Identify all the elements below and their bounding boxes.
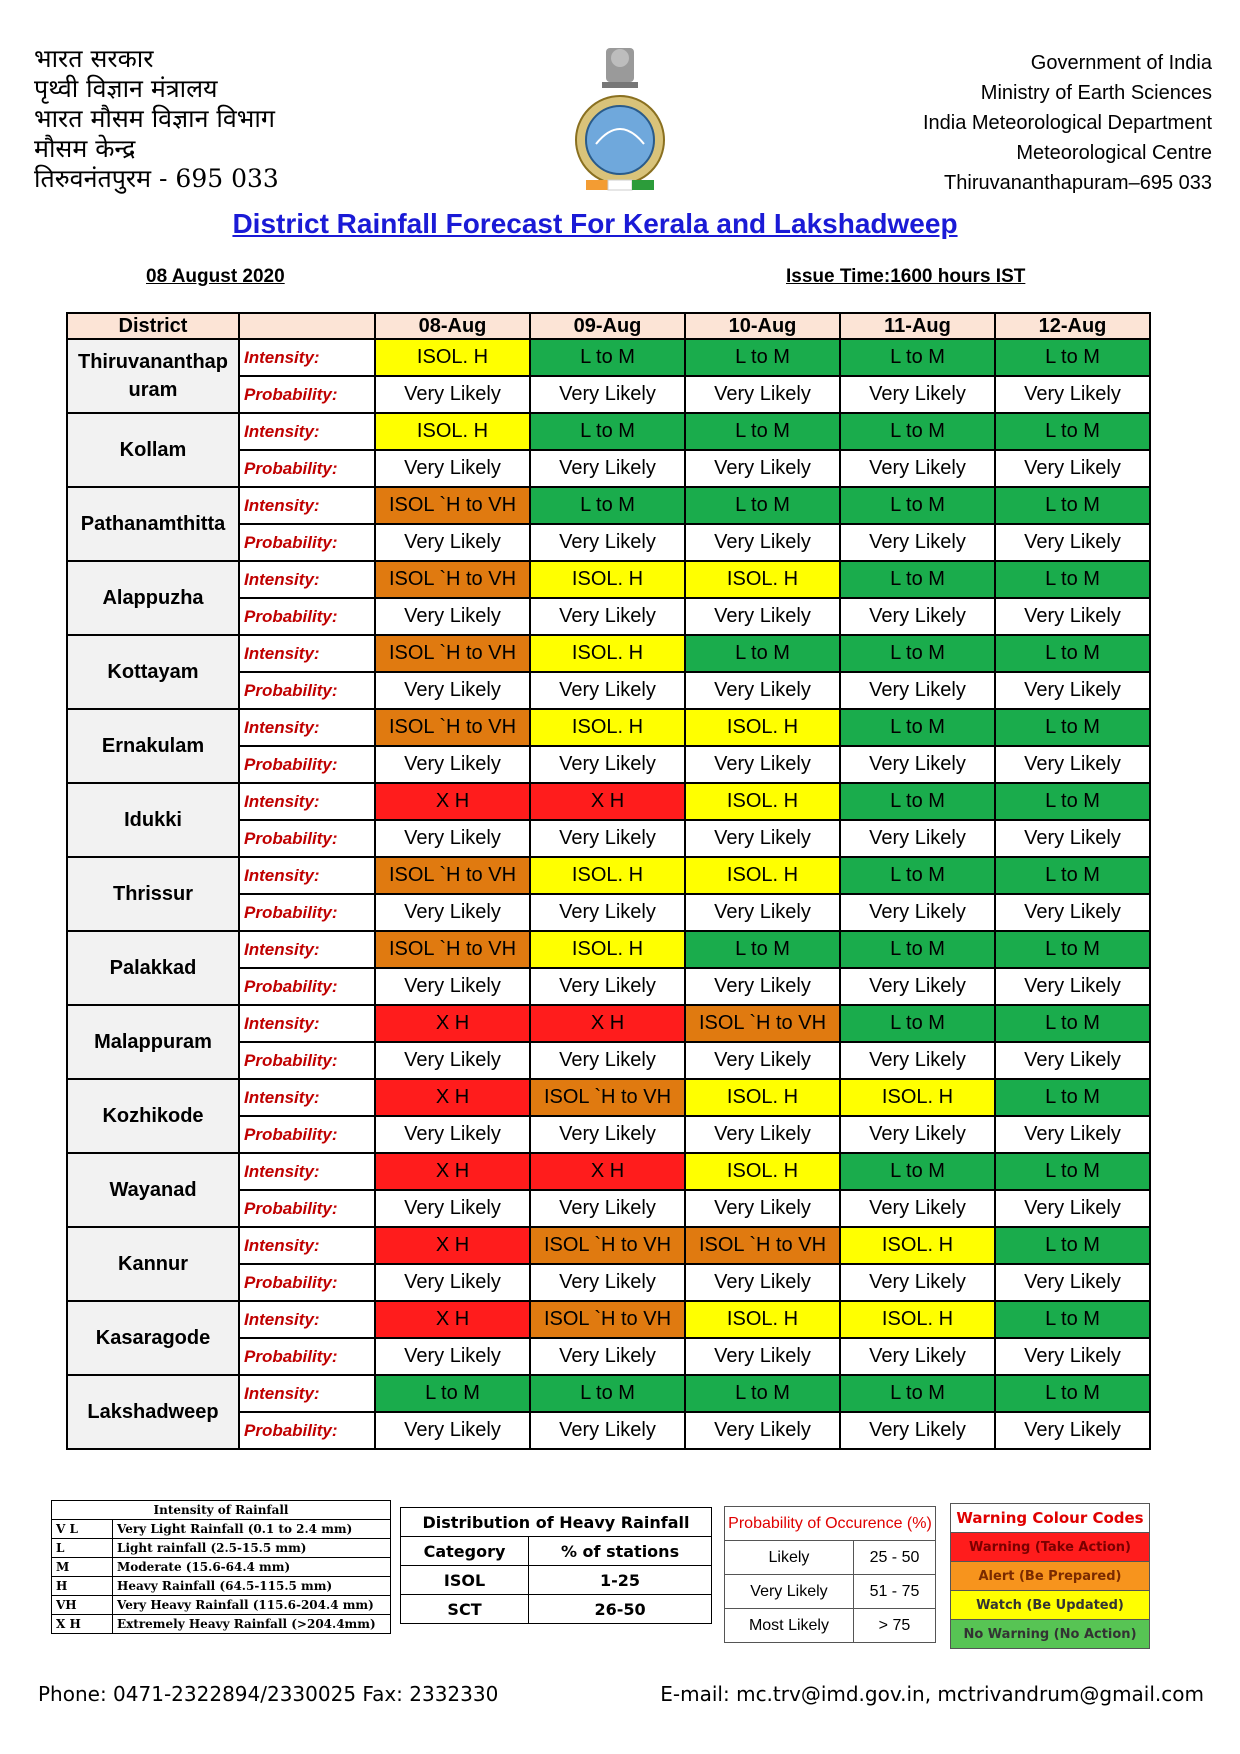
probability-cell: Very Likely xyxy=(685,450,840,487)
probability-cell: Very Likely xyxy=(375,1412,530,1449)
intensity-cell: L to M xyxy=(685,487,840,524)
intensity-cell: L to M xyxy=(840,487,995,524)
warning-code: Watch (Be Updated) xyxy=(951,1591,1150,1620)
warning-legend xyxy=(950,1503,1150,1649)
probability-cell: Very Likely xyxy=(995,820,1150,857)
legend-code: VH xyxy=(52,1596,113,1615)
intensity-cell: ISOL. H xyxy=(375,339,530,376)
intensity-cell: ISOL. H xyxy=(530,635,685,672)
forecast-date: 08 August 2020 xyxy=(146,266,285,287)
probability-cell: Very Likely xyxy=(840,450,995,487)
hindi-line: मौसम केन्द्र xyxy=(34,134,136,163)
legend-code: V L xyxy=(52,1520,113,1539)
probability-cell: Very Likely xyxy=(375,968,530,1005)
probability-label: Probability: xyxy=(239,1190,375,1227)
probability-label: Likely xyxy=(725,1541,854,1575)
distribution-col-category: Category xyxy=(401,1537,529,1566)
legend-code: H xyxy=(52,1577,113,1596)
probability-cell: Very Likely xyxy=(995,1412,1150,1449)
probability-cell: Very Likely xyxy=(995,524,1150,561)
intensity-label: Intensity: xyxy=(239,1005,375,1042)
probability-cell: Very Likely xyxy=(995,376,1150,413)
distribution-legend xyxy=(400,1507,712,1624)
probability-cell: Very Likely xyxy=(685,1412,840,1449)
probability-cell: Very Likely xyxy=(375,746,530,783)
district-name: Kollam xyxy=(67,413,239,487)
probability-cell: Very Likely xyxy=(530,450,685,487)
district-name: Ernakulam xyxy=(67,709,239,783)
probability-cell: Very Likely xyxy=(530,672,685,709)
intensity-cell: L to M xyxy=(840,413,995,450)
probability-cell: Very Likely xyxy=(685,746,840,783)
intensity-label: Intensity: xyxy=(239,487,375,524)
date-header: 10-Aug xyxy=(685,313,840,339)
intensity-cell: ISOL `H to VH xyxy=(375,709,530,746)
hindi-line: भारत मौसम विज्ञान विभाग xyxy=(34,104,275,133)
probability-cell: Very Likely xyxy=(375,1042,530,1079)
intensity-row xyxy=(67,931,1150,968)
probability-cell: Very Likely xyxy=(840,1042,995,1079)
intensity-cell: X H xyxy=(375,1227,530,1264)
english-line: Government of India xyxy=(1030,52,1212,74)
probability-label: Probability: xyxy=(239,376,375,413)
probability-cell: Very Likely xyxy=(530,820,685,857)
district-name: Idukki xyxy=(67,783,239,857)
probability-cell: Very Likely xyxy=(530,1412,685,1449)
intensity-label: Intensity: xyxy=(239,1153,375,1190)
probability-label: Probability: xyxy=(239,820,375,857)
intensity-cell: X H xyxy=(530,1153,685,1190)
intensity-cell: L to M xyxy=(995,1301,1150,1338)
legend-desc: Moderate (15.6-64.4 mm) xyxy=(113,1558,391,1577)
intensity-cell: L to M xyxy=(995,1079,1150,1116)
intensity-label: Intensity: xyxy=(239,1375,375,1412)
intensity-row xyxy=(67,1301,1150,1338)
probability-cell: Very Likely xyxy=(840,894,995,931)
probability-cell: Very Likely xyxy=(840,672,995,709)
intensity-cell: X H xyxy=(375,1005,530,1042)
intensity-cell: L to M xyxy=(995,1375,1150,1412)
intensity-cell: X H xyxy=(375,783,530,820)
issue-time: Issue Time:1600 hours IST xyxy=(786,266,1026,287)
intensity-cell: L to M xyxy=(840,709,995,746)
intensity-cell: L to M xyxy=(840,1375,995,1412)
probability-label: Probability: xyxy=(239,450,375,487)
district-name: Kozhikode xyxy=(67,1079,239,1153)
warning-code: Warning (Take Action) xyxy=(951,1533,1150,1562)
probability-label: Probability: xyxy=(239,598,375,635)
distribution-title: Distribution of Heavy Rainfall xyxy=(401,1508,712,1537)
probability-cell: Very Likely xyxy=(840,1190,995,1227)
intensity-cell: ISOL. H xyxy=(685,857,840,894)
probability-cell: Very Likely xyxy=(530,894,685,931)
date-header: 09-Aug xyxy=(530,313,685,339)
intensity-label: Intensity: xyxy=(239,1079,375,1116)
intensity-cell: ISOL. H xyxy=(530,561,685,598)
probability-cell: Very Likely xyxy=(530,1042,685,1079)
warning-code: No Warning (No Action) xyxy=(951,1620,1150,1649)
intensity-cell: L to M xyxy=(840,339,995,376)
probability-cell: Very Likely xyxy=(995,894,1150,931)
intensity-label: Intensity: xyxy=(239,339,375,376)
probability-range: 51 - 75 xyxy=(853,1575,935,1609)
intensity-cell: ISOL. H xyxy=(685,709,840,746)
intensity-cell: L to M xyxy=(995,413,1150,450)
probability-label: Probability: xyxy=(239,894,375,931)
legend-desc: Very Heavy Rainfall (115.6-204.4 mm) xyxy=(113,1596,391,1615)
probability-cell: Very Likely xyxy=(685,1338,840,1375)
intensity-label: Intensity: xyxy=(239,1227,375,1264)
intensity-label: Intensity: xyxy=(239,413,375,450)
probability-cell: Very Likely xyxy=(840,1412,995,1449)
district-name: Alappuzha xyxy=(67,561,239,635)
intensity-row xyxy=(67,487,1150,524)
intensity-cell: ISOL. H xyxy=(685,1153,840,1190)
probability-cell: Very Likely xyxy=(995,1338,1150,1375)
intensity-cell: L to M xyxy=(530,1375,685,1412)
intensity-cell: ISOL `H to VH xyxy=(375,857,530,894)
intensity-cell: L to M xyxy=(530,339,685,376)
intensity-cell: ISOL. H xyxy=(840,1079,995,1116)
intensity-row xyxy=(67,1005,1150,1042)
intensity-row xyxy=(67,783,1150,820)
intensity-row xyxy=(67,561,1150,598)
intensity-cell: X H xyxy=(375,1079,530,1116)
probability-cell: Very Likely xyxy=(840,1116,995,1153)
intensity-cell: ISOL. H xyxy=(840,1301,995,1338)
intensity-cell: L to M xyxy=(840,635,995,672)
probability-cell: Very Likely xyxy=(375,450,530,487)
probability-label: Probability: xyxy=(239,672,375,709)
intensity-cell: L to M xyxy=(995,857,1150,894)
district-header: District xyxy=(67,313,239,339)
intensity-label: Intensity: xyxy=(239,561,375,598)
probability-cell: Very Likely xyxy=(375,894,530,931)
probability-cell: Very Likely xyxy=(375,598,530,635)
intensity-cell: L to M xyxy=(840,931,995,968)
warning-legend-title: Warning Colour Codes xyxy=(951,1504,1150,1533)
intensity-cell: X H xyxy=(375,1153,530,1190)
legend-code: X H xyxy=(52,1615,113,1634)
legend-desc: Very Light Rainfall (0.1 to 2.4 mm) xyxy=(113,1520,391,1539)
legend-desc: Light rainfall (2.5-15.5 mm) xyxy=(113,1539,391,1558)
hindi-header xyxy=(34,44,279,194)
intensity-cell: L to M xyxy=(840,1153,995,1190)
intensity-label: Intensity: xyxy=(239,783,375,820)
probability-cell: Very Likely xyxy=(375,1264,530,1301)
probability-cell: Very Likely xyxy=(685,894,840,931)
probability-cell: Very Likely xyxy=(685,1116,840,1153)
probability-label: Probability: xyxy=(239,1412,375,1449)
english-line: Thiruvananthapuram–695 033 xyxy=(944,172,1212,194)
intensity-label: Intensity: xyxy=(239,857,375,894)
probability-cell: Very Likely xyxy=(375,1116,530,1153)
district-name: Kottayam xyxy=(67,635,239,709)
intensity-cell: L to M xyxy=(995,635,1150,672)
probability-cell: Very Likely xyxy=(995,1042,1150,1079)
intensity-cell: L to M xyxy=(995,487,1150,524)
probability-label: Probability: xyxy=(239,968,375,1005)
intensity-cell: ISOL `H to VH xyxy=(375,561,530,598)
intensity-label: Intensity: xyxy=(239,635,375,672)
intensity-cell: ISOL. H xyxy=(685,1079,840,1116)
probability-label: Probability: xyxy=(239,1042,375,1079)
probability-cell: Very Likely xyxy=(530,1264,685,1301)
probability-cell: Very Likely xyxy=(995,598,1150,635)
intensity-row xyxy=(67,1153,1150,1190)
intensity-cell: L to M xyxy=(995,783,1150,820)
distribution-pct: 26-50 xyxy=(529,1595,712,1624)
district-name: Lakshadweep xyxy=(67,1375,239,1449)
distribution-cat: ISOL xyxy=(401,1566,529,1595)
intensity-cell: ISOL. H xyxy=(530,931,685,968)
probability-label: Most Likely xyxy=(725,1609,854,1643)
intensity-cell: ISOL `H to VH xyxy=(375,487,530,524)
intensity-cell: L to M xyxy=(840,857,995,894)
intensity-cell: ISOL `H to VH xyxy=(530,1227,685,1264)
probability-cell: Very Likely xyxy=(685,1190,840,1227)
legend-code: L xyxy=(52,1539,113,1558)
probability-cell: Very Likely xyxy=(530,1116,685,1153)
intensity-cell: L to M xyxy=(530,413,685,450)
probability-cell: Very Likely xyxy=(840,746,995,783)
english-header xyxy=(923,48,1212,198)
intensity-cell: ISOL. H xyxy=(530,709,685,746)
intensity-row xyxy=(67,857,1150,894)
date-header: 12-Aug xyxy=(995,313,1150,339)
intensity-cell: ISOL `H to VH xyxy=(685,1005,840,1042)
probability-legend-title: Probability of Occurence (%) xyxy=(725,1507,936,1541)
forecast-table xyxy=(66,312,1151,1450)
intensity-cell: L to M xyxy=(530,487,685,524)
hindi-line: पृथ्वी विज्ञान मंत्रालय xyxy=(34,74,218,103)
english-line: Meteorological Centre xyxy=(1016,142,1212,164)
district-name: Thrissur xyxy=(67,857,239,931)
intensity-cell: X H xyxy=(375,1301,530,1338)
probability-cell: Very Likely xyxy=(840,524,995,561)
intensity-row xyxy=(67,709,1150,746)
legend-desc: Heavy Rainfall (64.5-115.5 mm) xyxy=(113,1577,391,1596)
intensity-cell: L to M xyxy=(685,339,840,376)
probability-cell: Very Likely xyxy=(685,1042,840,1079)
legend-desc: Extremely Heavy Rainfall (>204.4mm) xyxy=(113,1615,391,1634)
probability-cell: Very Likely xyxy=(375,524,530,561)
intensity-cell: ISOL `H to VH xyxy=(530,1301,685,1338)
intensity-cell: L to M xyxy=(995,1153,1150,1190)
probability-cell: Very Likely xyxy=(530,1338,685,1375)
probability-cell: Very Likely xyxy=(530,598,685,635)
page-title: District Rainfall Forecast For Kerala and Lakshadweep xyxy=(232,208,958,239)
footer-email: E-mail: mc.trv@imd.gov.in, mctrivandrum@gmail.com xyxy=(660,1682,1204,1706)
probability-label: Probability: xyxy=(239,1264,375,1301)
distribution-cat: SCT xyxy=(401,1595,529,1624)
intensity-cell: L to M xyxy=(840,561,995,598)
intensity-cell: L to M xyxy=(375,1375,530,1412)
district-name: Kasaragode xyxy=(67,1301,239,1375)
intensity-legend xyxy=(51,1500,391,1634)
intensity-cell: ISOL `H to VH xyxy=(375,931,530,968)
probability-cell: Very Likely xyxy=(995,1264,1150,1301)
warning-code: Alert (Be Prepared) xyxy=(951,1562,1150,1591)
probability-cell: Very Likely xyxy=(995,968,1150,1005)
intensity-cell: L to M xyxy=(995,561,1150,598)
district-name: Pathanamthitta xyxy=(67,487,239,561)
probability-cell: Very Likely xyxy=(530,524,685,561)
district-name: Kannur xyxy=(67,1227,239,1301)
intensity-cell: ISOL. H xyxy=(530,857,685,894)
intensity-cell: L to M xyxy=(995,339,1150,376)
probability-label: Probability: xyxy=(239,1338,375,1375)
english-line: Ministry of Earth Sciences xyxy=(980,82,1212,104)
intensity-cell: L to M xyxy=(995,931,1150,968)
intensity-cell: L to M xyxy=(685,635,840,672)
intensity-cell: ISOL `H to VH xyxy=(375,635,530,672)
intensity-row xyxy=(67,635,1150,672)
probability-cell: Very Likely xyxy=(685,672,840,709)
probability-label: Probability: xyxy=(239,1116,375,1153)
distribution-pct: 1-25 xyxy=(529,1566,712,1595)
probability-cell: Very Likely xyxy=(375,376,530,413)
intensity-row xyxy=(67,1227,1150,1264)
probability-cell: Very Likely xyxy=(375,1190,530,1227)
district-name: Wayanad xyxy=(67,1153,239,1227)
probability-cell: Very Likely xyxy=(375,820,530,857)
probability-cell: Very Likely xyxy=(530,1190,685,1227)
probability-cell: Very Likely xyxy=(840,820,995,857)
intensity-row xyxy=(67,1375,1150,1412)
probability-cell: Very Likely xyxy=(685,820,840,857)
probability-cell: Very Likely xyxy=(995,746,1150,783)
probability-range: 25 - 50 xyxy=(853,1541,935,1575)
english-line: India Meteorological Department xyxy=(922,112,1212,134)
probability-legend xyxy=(724,1506,936,1643)
imd-emblem-icon xyxy=(574,44,666,194)
probability-cell: Very Likely xyxy=(685,1264,840,1301)
probability-cell: Very Likely xyxy=(840,1264,995,1301)
intensity-legend-title: Intensity of Rainfall xyxy=(52,1501,391,1520)
intensity-cell: X H xyxy=(530,783,685,820)
intensity-cell: X H xyxy=(530,1005,685,1042)
intensity-cell: ISOL. H xyxy=(685,561,840,598)
table-header-row xyxy=(67,313,1150,339)
distribution-col-pct: % of stations xyxy=(529,1537,712,1566)
probability-cell: Very Likely xyxy=(995,1190,1150,1227)
intensity-label: Intensity: xyxy=(239,931,375,968)
label-header xyxy=(239,313,375,339)
probability-cell: Very Likely xyxy=(840,1338,995,1375)
probability-cell: Very Likely xyxy=(375,672,530,709)
intensity-row xyxy=(67,1079,1150,1116)
intensity-cell: L to M xyxy=(995,1005,1150,1042)
probability-cell: Very Likely xyxy=(685,524,840,561)
probability-cell: Very Likely xyxy=(995,450,1150,487)
probability-cell: Very Likely xyxy=(840,376,995,413)
probability-cell: Very Likely xyxy=(840,968,995,1005)
hindi-line: भारत सरकार xyxy=(34,44,154,73)
intensity-label: Intensity: xyxy=(239,1301,375,1338)
legend-code: M xyxy=(52,1558,113,1577)
date-header: 08-Aug xyxy=(375,313,530,339)
probability-cell: Very Likely xyxy=(685,968,840,1005)
intensity-cell: ISOL `H to VH xyxy=(685,1227,840,1264)
intensity-cell: L to M xyxy=(995,709,1150,746)
intensity-cell: L to M xyxy=(685,931,840,968)
probability-label: Very Likely xyxy=(725,1575,854,1609)
district-name: Palakkad xyxy=(67,931,239,1005)
intensity-cell: L to M xyxy=(840,783,995,820)
probability-cell: Very Likely xyxy=(685,376,840,413)
intensity-cell: ISOL. H xyxy=(375,413,530,450)
probability-cell: Very Likely xyxy=(530,968,685,1005)
probability-cell: Very Likely xyxy=(840,598,995,635)
intensity-row xyxy=(67,413,1150,450)
probability-cell: Very Likely xyxy=(530,376,685,413)
district-name: Malappuram xyxy=(67,1005,239,1079)
footer-phone: Phone: 0471-2322894/2330025 Fax: 2332330 xyxy=(38,1682,499,1706)
probability-range: > 75 xyxy=(853,1609,935,1643)
intensity-cell: ISOL `H to VH xyxy=(530,1079,685,1116)
intensity-row xyxy=(67,339,1150,376)
probability-cell: Very Likely xyxy=(995,672,1150,709)
intensity-cell: ISOL. H xyxy=(840,1227,995,1264)
probability-cell: Very Likely xyxy=(995,1116,1150,1153)
probability-cell: Very Likely xyxy=(530,746,685,783)
intensity-cell: L to M xyxy=(685,413,840,450)
probability-cell: Very Likely xyxy=(375,1338,530,1375)
intensity-label: Intensity: xyxy=(239,709,375,746)
date-header: 11-Aug xyxy=(840,313,995,339)
district-name: Thiruvananthap uram xyxy=(67,339,239,413)
intensity-cell: L to M xyxy=(995,1227,1150,1264)
intensity-cell: L to M xyxy=(685,1375,840,1412)
probability-label: Probability: xyxy=(239,746,375,783)
hindi-line: तिरुवनंतपुरम - 695 033 xyxy=(34,164,279,193)
intensity-cell: ISOL. H xyxy=(685,1301,840,1338)
probability-cell: Very Likely xyxy=(685,598,840,635)
probability-label: Probability: xyxy=(239,524,375,561)
intensity-cell: ISOL. H xyxy=(685,783,840,820)
intensity-cell: L to M xyxy=(840,1005,995,1042)
